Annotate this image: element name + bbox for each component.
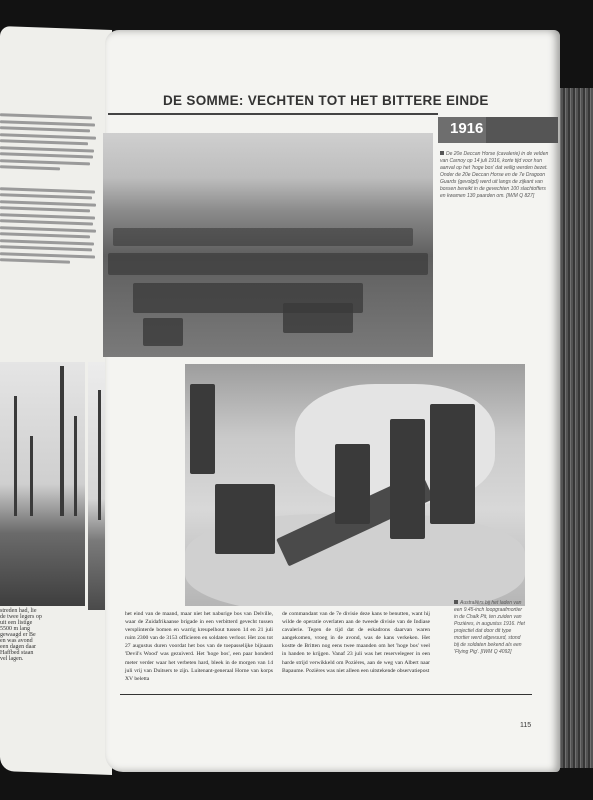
text-line [0, 200, 96, 206]
text-line [0, 187, 95, 193]
left-page-text-top [0, 110, 100, 268]
text-line [0, 159, 90, 165]
horse-figure [143, 318, 183, 346]
text-line [0, 126, 90, 132]
caption-top-text: De 20e Deccan Horse (cavalerie) in de velden van Carnoy op 14 juli 1916, korte tijd voor hun aanval op het 'hoge bos' dat veilig werden bezet. Onder de 20e Deccan Horse en de 7e Dragoon Guards (gevolgd) werd uit langs de zijkant van bossen bereikt in de gevechten 100 slachtoffers en kwamen 130 paarden om. [IWM Q 827] [440, 151, 549, 199]
left-page-photo-battlefield [0, 362, 85, 606]
text-line [0, 206, 90, 212]
text-line [0, 232, 90, 238]
cavalry-row [108, 253, 428, 275]
caption-bullet-icon [440, 151, 444, 155]
text-line [0, 193, 92, 199]
text-line: streden had, lie [0, 608, 37, 614]
text-line [0, 152, 93, 158]
soldier-figure [190, 384, 215, 474]
text-line [0, 146, 94, 152]
tree-trunk [14, 396, 17, 516]
tree-trunk [98, 390, 101, 520]
text-line: 5500 m lang [0, 626, 30, 632]
caption-top [440, 151, 550, 200]
text-line [0, 165, 60, 170]
book-edge-stack [556, 88, 593, 768]
text-line: en was avond [0, 638, 33, 644]
caption-bottom [454, 600, 526, 656]
photo-mortar-loading [185, 364, 525, 606]
text-line: gewaagd er Be [0, 632, 36, 638]
text-line [0, 252, 95, 258]
text-line [0, 213, 95, 219]
soldier-figure [390, 419, 425, 539]
text-line [0, 139, 88, 145]
text-line: de twee legers op [0, 614, 42, 620]
body-column-1: het eind van de maand, maar niet het naburige bos van Delville, waar de Zuidafrikaanse brigade in een verbitterd gevecht tussen versplinterde bomen en warrig kreupelhout tussen 14 en 21 juli ruim 2300 van de 3153 officieren en soldaten verloor. Het zou tot 27 augustus duren voordat het bos van de toepasselijke bijnaam 'Devil's Wood' was gezuiverd. Het 'hoge bos', een paar honderd meter verder waar het verbeten hard, bleek in de morgen van 14 juli vrij van Duitsers te zijn. Luitenant-generaal Horne van korps XV beletta [125, 611, 273, 682]
tree-trunk [60, 366, 64, 516]
header-rule [108, 113, 438, 115]
page-title: DE SOMME: VECHTEN TOT HET BITTERE EINDE [163, 93, 489, 108]
text-line [0, 226, 96, 232]
text-line [0, 245, 92, 251]
text-line [0, 258, 70, 263]
page-number: 115 [520, 722, 532, 729]
body-column-2: de commandant van de 7e divisie deze kans te benutten, want hij wilde de operatie overlaten aan de tweede divisie van de Indiase cavalerie. Tegen de tijd dat de eskadrons daarvan waren aangekomen, vroeg in de avond, was de kans verkeken. Het kostte de Britten nog eens twee maanden om het 'hoge bos' veel in handen te krijgen. Vanaf 23 juli was het reservelegeer in een harde strijd verwikkeld om Pozières, aan de weg van Albert naar Bapaume. Pozières was niet alleen een uitstekende observatiepost [282, 611, 430, 674]
year-label: 1916 [450, 120, 484, 137]
soldier-figure [215, 484, 275, 554]
caption-bottom-text: Australiërs bij het laden van een 9.45-inch loopgraafmortier in de Chalk Pit, ten zuiden van Pozières, in augustus 1916. Het projectiel dat door dit type mortier werd afgevuurd, stond bij de soldaten bekend als een 'Flying Pig'. [IWM Q 4092] [454, 600, 525, 655]
caption-bullet-icon [454, 600, 458, 604]
text-line: uit een listige [0, 620, 33, 626]
text-line [0, 219, 93, 225]
tree-trunk [30, 436, 33, 516]
text-line [0, 239, 94, 245]
text-line [0, 133, 96, 139]
footer-rule [120, 694, 532, 695]
soldier-figure [430, 404, 475, 524]
tree-trunk [74, 416, 77, 516]
text-line: Haffbed staan [0, 650, 34, 656]
text-line: een dagen daar [0, 644, 36, 650]
cavalry-row [113, 228, 413, 246]
text-line [0, 113, 92, 119]
text-line [0, 120, 95, 126]
text-line: vel lagen. [0, 656, 24, 662]
year-tab-dark-segment [486, 117, 558, 143]
left-page-text-bottom [0, 608, 78, 662]
photo-cavalry [103, 133, 433, 357]
horse-figure [283, 303, 353, 333]
soldier-figure [335, 444, 370, 524]
